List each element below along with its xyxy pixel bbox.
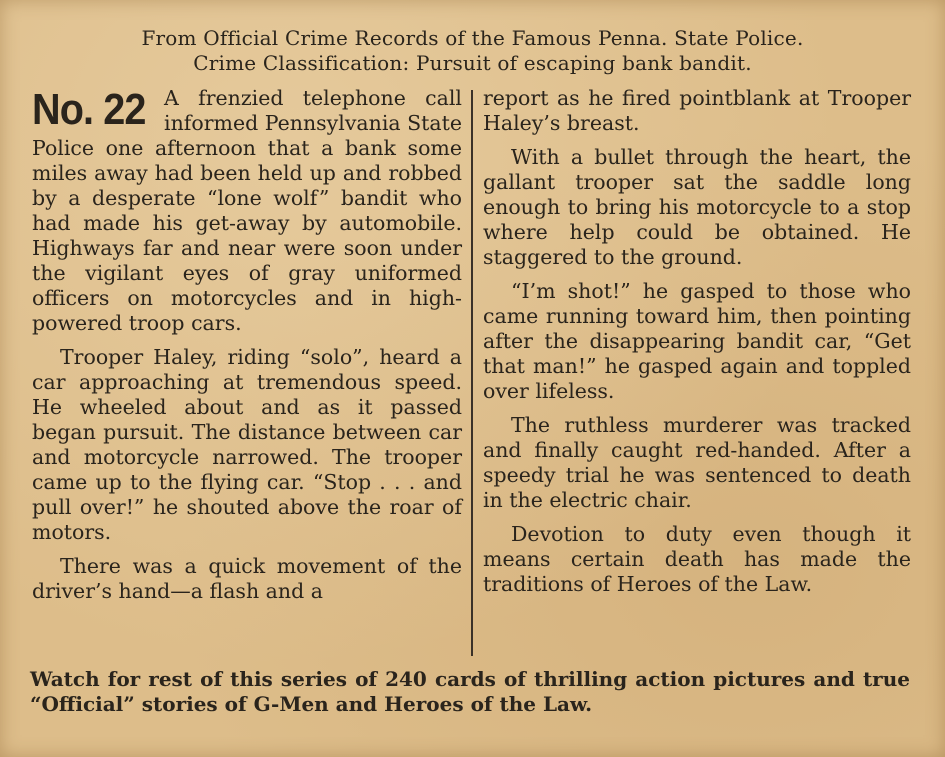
card-header xyxy=(0,26,945,76)
story-paragraph: “I’m shot!” he gasped to those who came running toward him, then pointing after the disappearing bandit car, “Get that man!” he gasped again and toppled over lifeless. xyxy=(483,279,911,403)
story-paragraph: Trooper Haley, riding “solo”, heard a car approaching at tremendous speed. He wheeled about and as it passed began pursuit. The distance between car and motorcycle narrowed. The trooper came up to the flying car. “Stop . . . and pull over!” he shouted above the roar of motors. xyxy=(32,345,462,544)
header-source-line: From Official Crime Records of the Famous Penna. State Police. xyxy=(141,26,804,50)
story-right-column xyxy=(483,86,911,606)
story-left-column xyxy=(32,86,462,613)
story-paragraph: report as he fired pointblank at Trooper Haley’s breast. xyxy=(483,86,911,135)
series-footer: Watch for rest of this series of 240 cards of thrilling action pictures and true “Official” stories of G-Men and Heroes of the Law. xyxy=(30,667,910,716)
story-paragraph: Devotion to duty even though it means certain death has made the traditions of Heroes of the Law. xyxy=(483,522,911,596)
story-paragraph: With a bullet through the heart, the gallant trooper sat the saddle long enough to bring his motorcycle to a stop where help could be obtained. He staggered to the ground. xyxy=(483,145,911,269)
column-divider xyxy=(471,90,473,656)
story-paragraph: The ruthless murderer was tracked and finally caught red-handed. After a speedy trial he was sentenced to death in the electric chair. xyxy=(483,413,911,512)
card-number: No. 22 xyxy=(32,85,146,134)
story-paragraph: A frenzied telephone call informed Pennsylvania State Police one afternoon that a bank some miles away had been held up and robbed by a desperate “lone wolf” bandit who had made his get-away by automobile. Highways far and near were soon under the vigilant eyes of gray uniformed officers on motorcycles and in high-powered troop cars. xyxy=(32,86,462,335)
story-paragraph: There was a quick movement of the driver’s hand—a flash and a xyxy=(32,554,462,603)
header-classification-line: Crime Classification: Pursuit of escaping bank bandit. xyxy=(193,51,752,75)
